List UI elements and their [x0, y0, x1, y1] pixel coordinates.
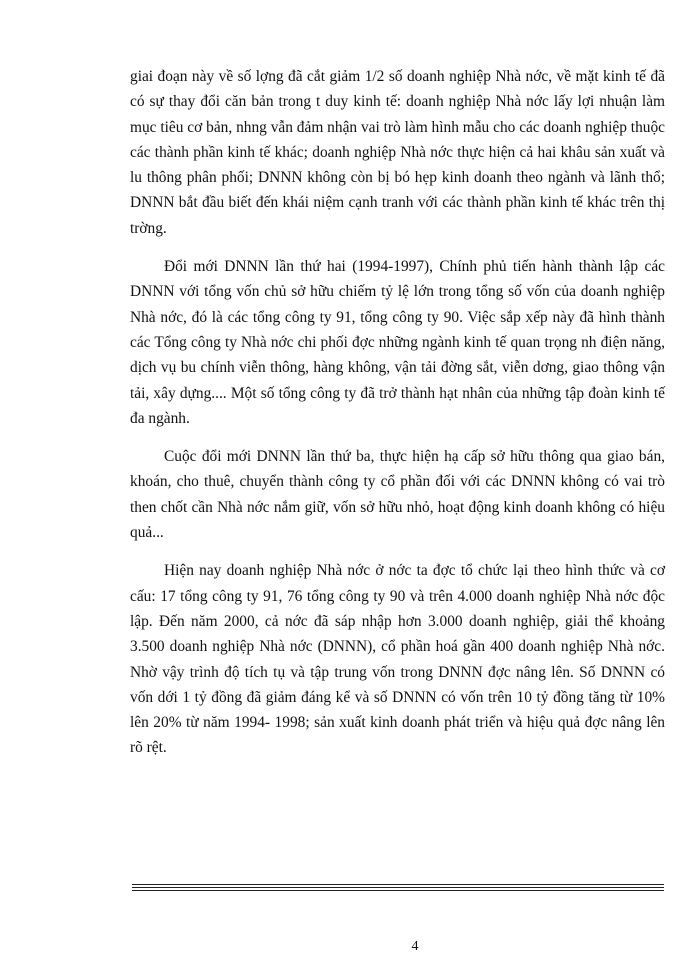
paragraph-second-reform: Đổi mới DNNN lần thứ hai (1994-1997), Chính phủ tiến hành thành lập các DNNN với tổng vốn chủ sở hữu chiếm tỷ lệ lớn trong tổng số vốn của doanh nghiệp Nhà nớc, đó là các tổng công ty 91, tổng công ty 90. Việc sắp xếp này đã hình thành các Tổng công ty Nhà nớc chi phối đợc những ngành kinh tế quan trọng nh điện năng, dịch vụ bu chính viễn thông, hàng không, vận tải đờng sắt, viễn dơng, giao thông vận tải, xây dựng.... Một số tổng công ty đã trở thành hạt nhân của những tập đoàn kinh tế đa ngành.	[130, 258, 665, 427]
footer-divider-line	[132, 887, 664, 888]
footer-divider-line	[132, 884, 664, 885]
body-text	[130, 64, 665, 774]
paragraph-third-reform: Cuộc đổi mới DNNN lần thứ ba, thực hiện hạ cấp sở hữu thông qua giao bán, khoán, cho thuê, chuyển thành công ty cổ phần đối với các DNNN không có vai trò then chốt cần Nhà nớc nắm giữ, vốn sở hữu nhỏ, hoạt động kinh doanh không có hiệu quả...	[130, 448, 665, 542]
paragraph-continuation: giai đoạn này về số lợng đã cắt giảm 1/2 số doanh nghiệp Nhà nớc, về mặt kinh tế đã có sự thay đổi căn bản trong t duy kinh tế: doanh nghiệp Nhà nớc lấy lợi nhuận làm mục tiêu cơ bản, nhng vẫn đảm nhận vai trò làm hình mẫu cho các doanh nghiệp thuộc các thành phần kinh tế khác; doanh nghiệp Nhà nớc thực hiện cả hai khâu sản xuất và lu thông phân phối; DNNN không còn bị bó hẹp kinh doanh theo ngành và lãnh thổ; DNNN bắt đầu biết đến khái niệm cạnh tranh với các thành phần kinh tế khác trên thị trờng.	[130, 68, 665, 237]
footer-divider-line	[132, 890, 664, 891]
page-number: 4	[411, 939, 419, 954]
paragraph-current-state: Hiện nay doanh nghiệp Nhà nớc ở nớc ta đợc tổ chức lại theo hình thức và cơ cấu: 17 tổng công ty 91, 76 tổng công ty 90 và trên 4.000 doanh nghiệp Nhà nớc độc lập. Đến năm 2000, cả nớc đã sáp nhập hơn 3.000 doanh nghiệp, giải thể khoảng 3.500 doanh nghiệp Nhà nớc (DNNN), cổ phần hoá gần 400 doanh nghiệp Nhà nớc. Nhờ vậy trình độ tích tụ và tập trung vốn trong DNNN đợc nâng lên. Số DNNN có vốn dới 1 tỷ đồng đã giảm đáng kể và số DNNN có vốn trên 10 tỷ đồng tăng từ 10% lên 20% từ năm 1994- 1998; sản xuất kinh doanh phát triển và hiệu quả đợc nâng lên rõ rệt.	[130, 562, 665, 757]
